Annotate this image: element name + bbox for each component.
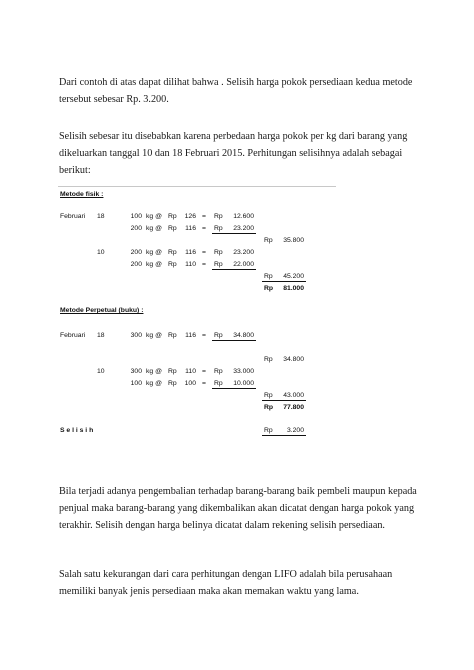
fisik-sub2-cur: Rp <box>264 273 273 280</box>
perpetual-row-unit: kg @ <box>146 332 162 339</box>
fisik-row-amount: 23.200 <box>233 249 254 256</box>
fisik-row-cur2: Rp <box>214 225 223 232</box>
fisik-sub1-amount: 35.800 <box>283 237 304 244</box>
perpetual-total-cur: Rp <box>264 404 274 411</box>
fisik-row-price: 116 <box>185 225 196 232</box>
fisik-row-amount: 12.600 <box>233 213 254 220</box>
perpetual-row-eq: = <box>202 332 206 339</box>
fisik-row-eq: = <box>202 261 206 268</box>
fisik-row-amount: 22.000 <box>233 261 254 268</box>
fisik-row-cur: Rp <box>168 213 177 220</box>
perpetual-title: Metode Perpetual (buku) : <box>60 307 144 314</box>
fisik-row-qty: 200 <box>130 261 142 268</box>
perpetual-row-amount: 33.000 <box>233 368 254 375</box>
perpetual-row-amount: 10.000 <box>233 380 254 387</box>
fisik-total-amount: 81.000 <box>283 285 304 292</box>
perpetual-row-eq: = <box>202 380 206 387</box>
fisik-row-price: 116 <box>185 249 196 256</box>
perpetual-row-price: 100 <box>184 380 196 387</box>
fisik-row-qty: 200 <box>130 225 142 232</box>
selisih-label: S e l i s i h <box>60 427 94 434</box>
fisik-title: Metode fisik : <box>60 191 104 198</box>
perpetual-row-amount: 34.800 <box>233 332 254 339</box>
perpetual-row-cur2: Rp <box>214 380 223 387</box>
paragraph-intro: Dari contoh di atas dapat dilihat bahwa . Selisih harga pokok persediaan kedua metode tersebut sebesar Rp. 3.200. <box>59 77 413 105</box>
fisik-row-day: 18 <box>97 213 105 220</box>
perpetual-sub1-amount: 34.800 <box>283 356 304 363</box>
fisik-total-cur: Rp <box>264 285 274 292</box>
perpetual-row-qty: 300 <box>130 368 142 375</box>
selisih-cur: Rp <box>264 427 273 434</box>
paragraph-explanation: Selisih sebesar itu disebabkan karena perbedaan harga pokok per kg dari barang yang dikeluarkan tanggal 10 dan 18 Februari 2015. Perhitungan selisihnya adalah sebagai berikut: <box>59 131 408 176</box>
sheet-top-divider <box>58 186 336 187</box>
fisik-row-cur2: Rp <box>214 261 223 268</box>
fisik-row-cur: Rp <box>168 225 177 232</box>
fisik-row-unit: kg @ <box>146 225 162 232</box>
fisik-row-cur: Rp <box>168 261 177 268</box>
fisik-row-price: 126 <box>184 213 196 220</box>
perpetual-sub2-cur: Rp <box>264 392 273 399</box>
fisik-row-eq: = <box>202 213 206 220</box>
perpetual-row-eq: = <box>202 368 206 375</box>
perpetual-month: Februari <box>60 332 86 339</box>
perpetual-row-cur: Rp <box>168 380 177 387</box>
fisik-row-amount: 23.200 <box>233 225 254 232</box>
perpetual-row-qty: 300 <box>130 332 142 339</box>
fisik-row-unit: kg @ <box>146 249 162 256</box>
fisik-row-price: 110 <box>185 261 196 268</box>
fisik-row-unit: kg @ <box>146 261 162 268</box>
fisik-month: Februari <box>60 213 86 220</box>
perpetual-row-price: 116 <box>185 332 196 339</box>
perpetual-row-cur: Rp <box>168 332 177 339</box>
fisik-row-qty: 100 <box>130 213 142 220</box>
perpetual-sub1-cur: Rp <box>264 356 273 363</box>
perpetual-row-unit: kg @ <box>146 380 162 387</box>
perpetual-total-amount: 77.800 <box>283 404 304 411</box>
fisik-row-eq: = <box>202 225 206 232</box>
perpetual-row-qty: 100 <box>130 380 142 387</box>
perpetual-row-price: 110 <box>185 368 196 375</box>
paragraph-returns: Bila terjadi adanya pengembalian terhadap barang-barang baik pembeli maupun kepada penjual maka barang-barang yang dikembalikan akan dicatat dengan harga pokok yang terakhir. Selisih dengan harga belinya dicatat dalam rekening selisih persediaan. <box>59 486 417 531</box>
fisik-row-cur: Rp <box>168 249 177 256</box>
calculation-sheet <box>52 182 342 444</box>
fisik-sub1-cur: Rp <box>264 237 273 244</box>
perpetual-row-cur2: Rp <box>214 332 223 339</box>
perpetual-row-cur: Rp <box>168 368 177 375</box>
fisik-sub2-amount: 45.200 <box>283 273 304 280</box>
fisik-row-qty: 200 <box>130 249 142 256</box>
selisih-amount: 3.200 <box>286 427 304 434</box>
fisik-row-cur2: Rp <box>214 213 223 220</box>
perpetual-row-unit: kg @ <box>146 368 162 375</box>
fisik-row-eq: = <box>202 249 206 256</box>
paragraph-lifo-drawback: Salah satu kekurangan dari cara perhitungan dengan LIFO adalah bila perusahaan memiliki banyak jenis persediaan maka akan memakan waktu yang lama. <box>59 569 393 597</box>
fisik-row-unit: kg @ <box>146 213 162 220</box>
perpetual-sub2-amount: 43.000 <box>283 392 304 399</box>
perpetual-row-cur2: Rp <box>214 368 223 375</box>
perpetual-row-day: 18 <box>97 332 105 339</box>
fisik-row-day: 10 <box>97 249 105 256</box>
fisik-row-cur2: Rp <box>214 249 223 256</box>
perpetual-row-day: 10 <box>97 368 105 375</box>
